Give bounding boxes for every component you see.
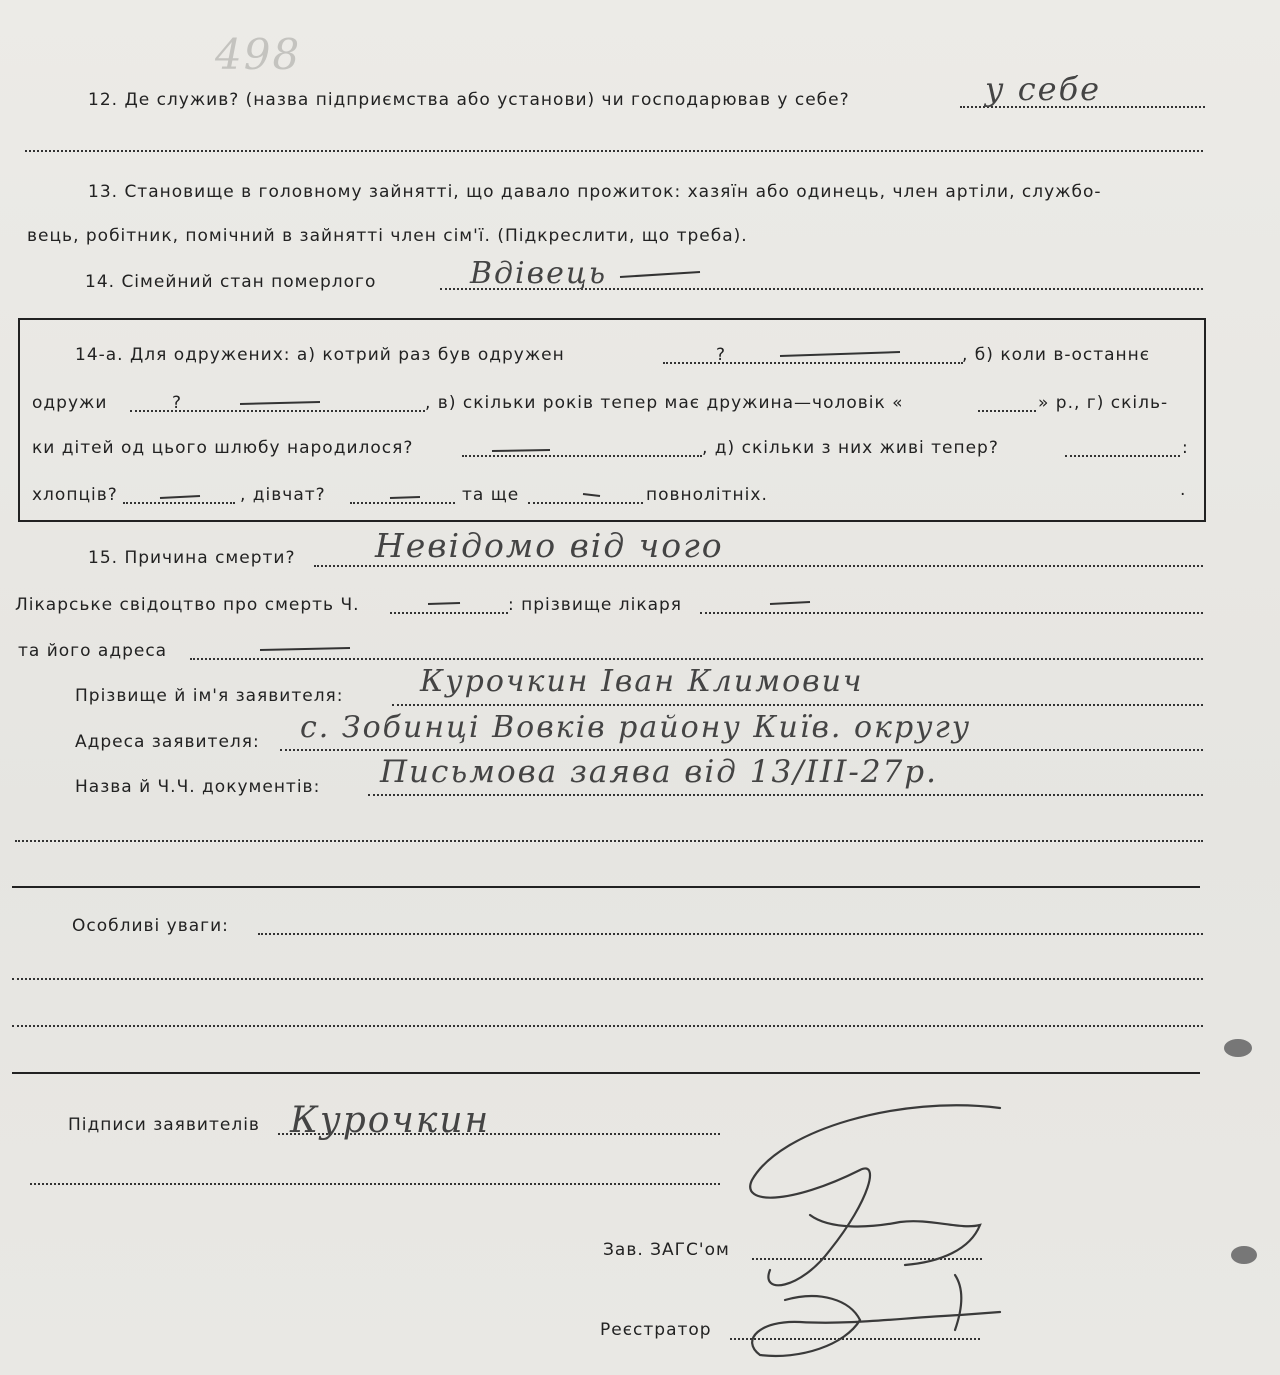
applicants-signature-label: Підписи заявителів bbox=[68, 1115, 260, 1135]
applicant-name-value: Курочкин Іван Климович bbox=[420, 664, 864, 699]
q14a-l2a: одружи bbox=[32, 393, 108, 413]
q14a-l3b: , д) скільки з них живі тепер? bbox=[702, 438, 999, 458]
q14-answer: Вдівець bbox=[470, 256, 608, 291]
q13-line1: 13. Становище в головному зайнятті, що давало прожиток: хазяїн або одинець, член артіли, службо- bbox=[88, 182, 1102, 202]
q14a-l2q: ? bbox=[172, 393, 183, 413]
q12-answer: у себе bbox=[985, 70, 1102, 108]
remarks-label: Особливі уваги: bbox=[72, 916, 229, 936]
applicant-doc-label: Назва й Ч.Ч. документів: bbox=[75, 777, 321, 797]
q14a-l4e: . bbox=[1180, 480, 1187, 500]
q14a-l1a: 14-а. Для одружених: а) котрий раз був одружен bbox=[75, 345, 565, 365]
applicant-addr-label: Адреса заявителя: bbox=[75, 732, 260, 752]
q14a-l2c: » р., г) скіль- bbox=[1038, 393, 1169, 413]
q14-label: 14. Сімейний стан померлого bbox=[85, 272, 377, 292]
q14a-l4c: та ще bbox=[462, 485, 520, 505]
q13-line2: вець, робітник, помічний в зайнятті член сім'ї. (Підкреслити, що треба). bbox=[27, 226, 748, 246]
q14a-l3a: ки дітей од цього шлюбу народилося? bbox=[32, 438, 414, 458]
medical-label3: та його адреса bbox=[18, 641, 168, 661]
applicant-name-label: Прізвище й ім'я заявителя: bbox=[75, 686, 344, 706]
q15-label: 15. Причина смерти? bbox=[88, 548, 296, 568]
q14a-l1q: ? bbox=[716, 345, 727, 365]
page-number: 498 bbox=[215, 30, 302, 79]
q14a-l4d: повнолітніх. bbox=[646, 485, 768, 505]
q14a-l4b: , дівчат? bbox=[240, 485, 326, 505]
q14a-l2b: , в) скільки років тепер має дружина—чоловік « bbox=[425, 393, 904, 413]
q14a-l4a: хлопців? bbox=[32, 485, 118, 505]
applicant-addr-value: с. Зобинці Вовків району Київ. округу bbox=[300, 710, 972, 745]
zags-label: Зав. ЗАГС'ом bbox=[603, 1240, 730, 1260]
q14a-l3c: : bbox=[1182, 438, 1189, 458]
applicant-doc-value: Письмова заява від 13/III-27р. bbox=[380, 754, 938, 790]
q14a-l1b: , б) коли в-останнє bbox=[962, 345, 1151, 365]
medical-label1: Лікарське свідоцтво про смерть Ч. bbox=[15, 595, 360, 615]
q15-answer: Невідомо від чого bbox=[375, 526, 724, 565]
applicants-signature-value: Курочкин bbox=[290, 1100, 491, 1141]
registrar-label: Реєстратор bbox=[600, 1320, 712, 1340]
medical-label2: : прізвище лікаря bbox=[508, 595, 683, 615]
q12-label: 12. Де служив? (назва підприємства або установи) чи господарював у себе? bbox=[88, 90, 850, 110]
